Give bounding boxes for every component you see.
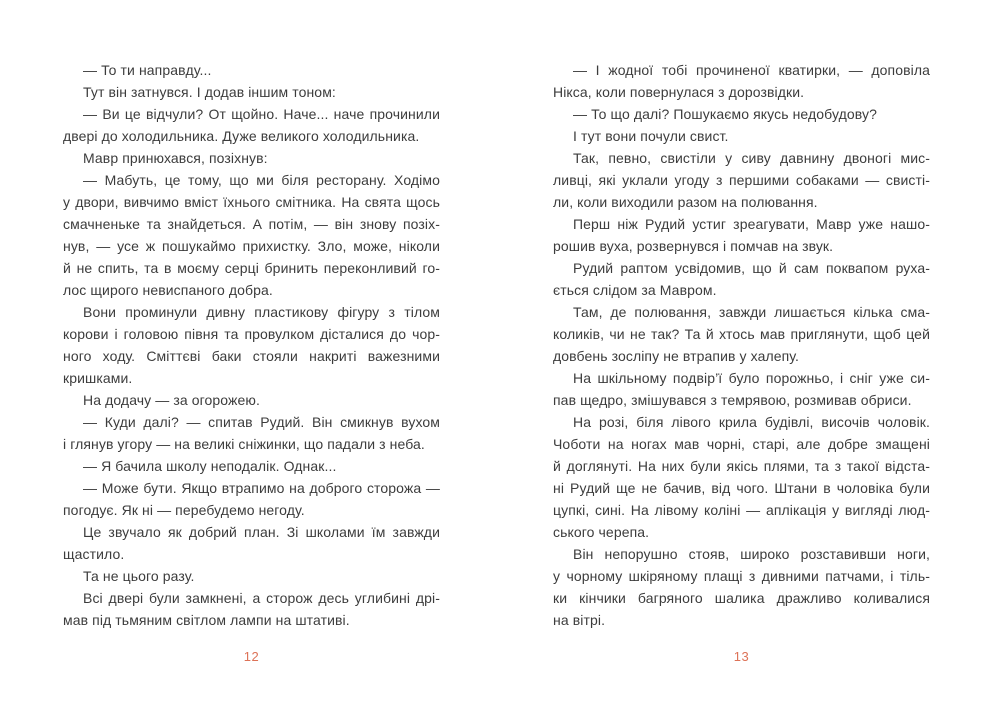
text-line: Та не цього разу. bbox=[83, 568, 195, 584]
book-page-left bbox=[63, 59, 440, 631]
paragraph bbox=[63, 587, 440, 631]
text-line: корови і головою півня та провулком дісталися до чор- bbox=[63, 326, 440, 342]
text-line: Він непорушно стояв, широко розставивши ноги, bbox=[573, 546, 930, 562]
text-line: — То ти направду... bbox=[83, 62, 212, 78]
text-line: і глянув угору — на великі сніжинки, що падали з неба. bbox=[63, 436, 425, 452]
text-line: Так, певно, свистіли у сиву давнину двоногі мис- bbox=[573, 150, 930, 166]
text-line: — То що далі? Пошукаємо якусь недобудову? bbox=[573, 106, 877, 122]
page-number-left: 12 bbox=[243, 649, 260, 664]
paragraph bbox=[63, 59, 440, 81]
text-line: у двори, вивчимо вміст їхнього смітника. На свята щось bbox=[63, 194, 440, 210]
text-line: мав під тьмяним світлом лампи на штативі. bbox=[63, 612, 350, 628]
paragraph bbox=[63, 103, 440, 147]
paragraph bbox=[553, 367, 930, 411]
text-line: Вони проминули дивну пластикову фігуру з тілом bbox=[83, 304, 440, 320]
text-line: На шкільному подвір’ї було порожньо, і сніг уже си- bbox=[573, 370, 930, 386]
text-line: Всі двері були замкнені, а сторож десь углибині дрі- bbox=[83, 590, 440, 606]
text-line: І тут вони почули свист. bbox=[573, 128, 729, 144]
text-line: Перш ніж Рудий устиг зреагувати, Мавр уже нашо- bbox=[573, 216, 930, 232]
paragraph bbox=[553, 257, 930, 301]
text-line: — Куди далі? — спитав Рудий. Він смикнув вухом bbox=[83, 414, 440, 430]
text-line: — Може бути. Якщо втрапимо на доброго сторожа — bbox=[83, 480, 440, 496]
text-line: нув, — усе ж пошукаймо прихистку. Зло, може, ніколи bbox=[63, 238, 440, 254]
text-line: ні Рудий ще не бачив, від чого. Штани в чоловіка були bbox=[553, 480, 930, 496]
paragraph bbox=[63, 565, 440, 587]
text-line: — Ви це відчули? От щойно. Наче... наче прочинили bbox=[83, 106, 440, 122]
paragraph bbox=[63, 147, 440, 169]
text-line: пав щедро, змішувався з темрявою, розмивав обриси. bbox=[553, 392, 912, 408]
paragraph bbox=[553, 213, 930, 257]
text-line: — Мабуть, це тому, що ми біля ресторану. Ходімо bbox=[83, 172, 440, 188]
paragraph bbox=[63, 301, 440, 389]
text-line: Мавр принюхався, позіхнув: bbox=[83, 150, 268, 166]
text-line: Чоботи на ногах мав чорні, старі, але добре змащені bbox=[553, 436, 930, 452]
text-line: — І жодної тобі прочиненої кватирки, — доповіла bbox=[573, 62, 930, 78]
text-line: ського черепа. bbox=[553, 524, 650, 540]
text-line: щастило. bbox=[63, 546, 125, 562]
text-line: Там, де полювання, завжди лишається кілька сма- bbox=[573, 304, 930, 320]
text-line: смачненьке та знайдеться. А потім, — він знову позіх- bbox=[63, 216, 440, 232]
text-line: й не спить, та в моєму серці бринить переконливий го- bbox=[63, 260, 440, 276]
text-line: ки кінчики багряного шалика дражливо коливалися bbox=[553, 590, 930, 606]
text-line: довбень зосліпу не втрапив у халепу. bbox=[553, 348, 799, 364]
paragraph bbox=[63, 411, 440, 455]
text-line: коликів, чи не так? Та й хтось мав приглянути, щоб цей bbox=[553, 326, 930, 342]
paragraph bbox=[63, 169, 440, 301]
text-line: погодує. Як ні — перебудемо негоду. bbox=[63, 502, 305, 518]
text-line: кришками. bbox=[63, 370, 133, 386]
text-line: лос щирого невиспаного добра. bbox=[63, 282, 273, 298]
text-line: й доглянуті. На них були якісь плями, та з такої відста- bbox=[553, 458, 930, 474]
paragraph bbox=[553, 543, 930, 631]
paragraph bbox=[63, 389, 440, 411]
book-page-right bbox=[553, 59, 930, 631]
text-line: ється слідом за Мавром. bbox=[553, 282, 717, 298]
paragraph bbox=[553, 125, 930, 147]
page-number-right: 13 bbox=[733, 649, 750, 664]
paragraph bbox=[553, 103, 930, 125]
text-line: у чорному шкіряному плащі з дивними патчами, і тіль- bbox=[553, 568, 930, 584]
text-line: Тут він затнувся. І додав іншим тоном: bbox=[83, 84, 336, 100]
paragraph bbox=[63, 477, 440, 521]
paragraph bbox=[63, 521, 440, 565]
text-line: На розі, біля лівого крила будівлі, височів чоловік. bbox=[573, 414, 930, 430]
text-line: ливці, які уклали угоду з першими собаками — свисті- bbox=[553, 172, 930, 188]
paragraph bbox=[553, 59, 930, 103]
paragraph bbox=[553, 411, 930, 543]
paragraph bbox=[553, 301, 930, 367]
paragraph bbox=[63, 455, 440, 477]
text-line: На додачу — за огорожею. bbox=[83, 392, 260, 408]
text-line: ного ходу. Сміттєві баки стояли накриті важезними bbox=[63, 348, 440, 364]
text-line: рошив вуха, розвернувся і помчав на звук. bbox=[553, 238, 834, 254]
text-line: цупкі, сині. На лівому коліні — аплікація у вигляді люд- bbox=[553, 502, 930, 518]
text-line: Нікса, коли повернулася з дорозвідки. bbox=[553, 84, 805, 100]
text-line: Це звучало як добрий план. Зі школами їм завжди bbox=[83, 524, 440, 540]
text-line: на вітрі. bbox=[553, 612, 606, 628]
text-line: ли, коли виходили разом на полювання. bbox=[553, 194, 818, 210]
paragraph bbox=[553, 147, 930, 213]
text-line: Рудий раптом усвідомив, що й сам поквапом руха- bbox=[573, 260, 930, 276]
paragraph bbox=[63, 81, 440, 103]
text-line: двері до холодильника. Дуже великого холодильника. bbox=[63, 128, 420, 144]
text-line: — Я бачила школу неподалік. Однак... bbox=[83, 458, 337, 474]
